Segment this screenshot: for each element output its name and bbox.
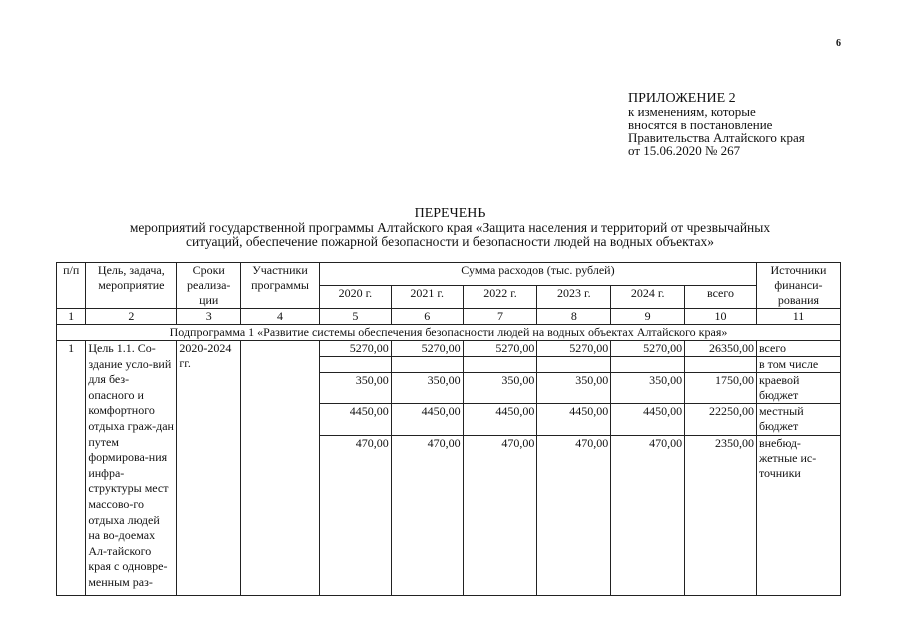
appendix-block [628,92,805,157]
amount-cell: 5270,00 [463,341,537,357]
subprogram-title: Подпрограмма 1 «Развитие системы обеспечения безопасности людей на водных объектах Алтайского края» [57,325,841,341]
header-goal: Цель, задача, мероприятие [86,263,177,309]
column-number: 4 [241,309,320,325]
empty-cell [463,486,537,596]
header-year: 2021 г. [391,286,463,309]
amount-cell: 5270,00 [319,341,391,357]
amount-cell: 4450,00 [537,404,611,436]
implementation-terms: 2020-2024 гг. [177,341,241,596]
amount-cell: 470,00 [537,436,611,486]
header-sum: Сумма расходов (тыс. рублей) [319,263,756,286]
funding-source: всего [756,341,840,357]
header-year: 2020 г. [319,286,391,309]
empty-cell [685,486,757,596]
amount-cell: 470,00 [611,436,685,486]
column-number: 10 [685,309,757,325]
page-number: 6 [836,38,841,49]
amount-cell: 4450,00 [611,404,685,436]
amount-cell: 5270,00 [611,341,685,357]
column-number: 1 [57,309,86,325]
amount-cell: 4450,00 [391,404,463,436]
amount-cell: 470,00 [391,436,463,486]
amount-cell [611,357,685,373]
empty-cell [537,486,611,596]
total-cell: 26350,00 [685,341,757,357]
amount-cell: 350,00 [537,373,611,404]
document-heading [60,207,840,249]
column-number: 11 [756,309,840,325]
total-cell: 22250,00 [685,404,757,436]
header-year: 2022 г. [463,286,537,309]
column-number: 6 [391,309,463,325]
total-cell: 1750,00 [685,373,757,404]
amount-cell: 4450,00 [319,404,391,436]
header-year: 2023 г. [537,286,611,309]
amount-cell [537,357,611,373]
empty-cell [756,486,840,596]
heading-title: ПЕРЕЧЕНЬ [414,206,486,221]
column-number: 3 [177,309,241,325]
column-number: 2 [86,309,177,325]
heading-line: мероприятий государственной программы Алтайского края «Защита населения и территорий от чрезвычайных [129,220,771,235]
appendix-title: ПРИЛОЖЕНИЕ 2 [628,91,736,106]
row-number: 1 [57,341,86,596]
amount-cell: 350,00 [463,373,537,404]
empty-cell [391,486,463,596]
header-year: 2024 г. [611,286,685,309]
header-num: п/п [57,263,86,309]
header-total: всего [685,286,757,309]
appendix-line: Правительства Алтайского края [628,130,805,145]
header-participants: Участники программы [241,263,320,309]
funding-source: краевой бюджет [756,373,840,404]
funding-source: внебюд-жетные ис-точники [756,436,840,486]
header-terms: Сроки реализа-ции [177,263,241,309]
appendix-line: к изменениям, которые [628,104,756,119]
amount-cell [391,357,463,373]
appendix-line: вносятся в постановление [628,117,773,132]
amount-cell: 4450,00 [463,404,537,436]
measures-table [56,262,841,596]
amount-cell: 350,00 [319,373,391,404]
goal-text: Цель 1.1. Со-здание усло-вий для без-опасного и комфортного отдыха граж-дан путем формирова-ния инфра-структуры мест массово-го отдыха людей на во-доемах Ал-тайского края с одновре-менным раз- [86,341,177,596]
appendix-line: от 15.06.2020 № 267 [628,143,741,158]
total-cell [685,357,757,373]
participants-cell [241,341,320,596]
amount-cell [319,357,391,373]
heading-line: ситуаций, обеспечение пожарной безопасности и безопасности людей на водных объектах» [185,234,715,249]
column-number: 9 [611,309,685,325]
amount-cell: 350,00 [391,373,463,404]
total-cell: 2350,00 [685,436,757,486]
header-sources: Источники финанси-рования [756,263,840,309]
empty-cell [319,486,391,596]
amount-cell: 470,00 [319,436,391,486]
column-number: 8 [537,309,611,325]
column-number: 5 [319,309,391,325]
amount-cell: 470,00 [463,436,537,486]
empty-cell [611,486,685,596]
amount-cell: 5270,00 [537,341,611,357]
amount-cell: 5270,00 [391,341,463,357]
amount-cell [463,357,537,373]
column-number: 7 [463,309,537,325]
amount-cell: 350,00 [611,373,685,404]
funding-source: в том числе [756,357,840,373]
funding-source: местный бюджет [756,404,840,436]
